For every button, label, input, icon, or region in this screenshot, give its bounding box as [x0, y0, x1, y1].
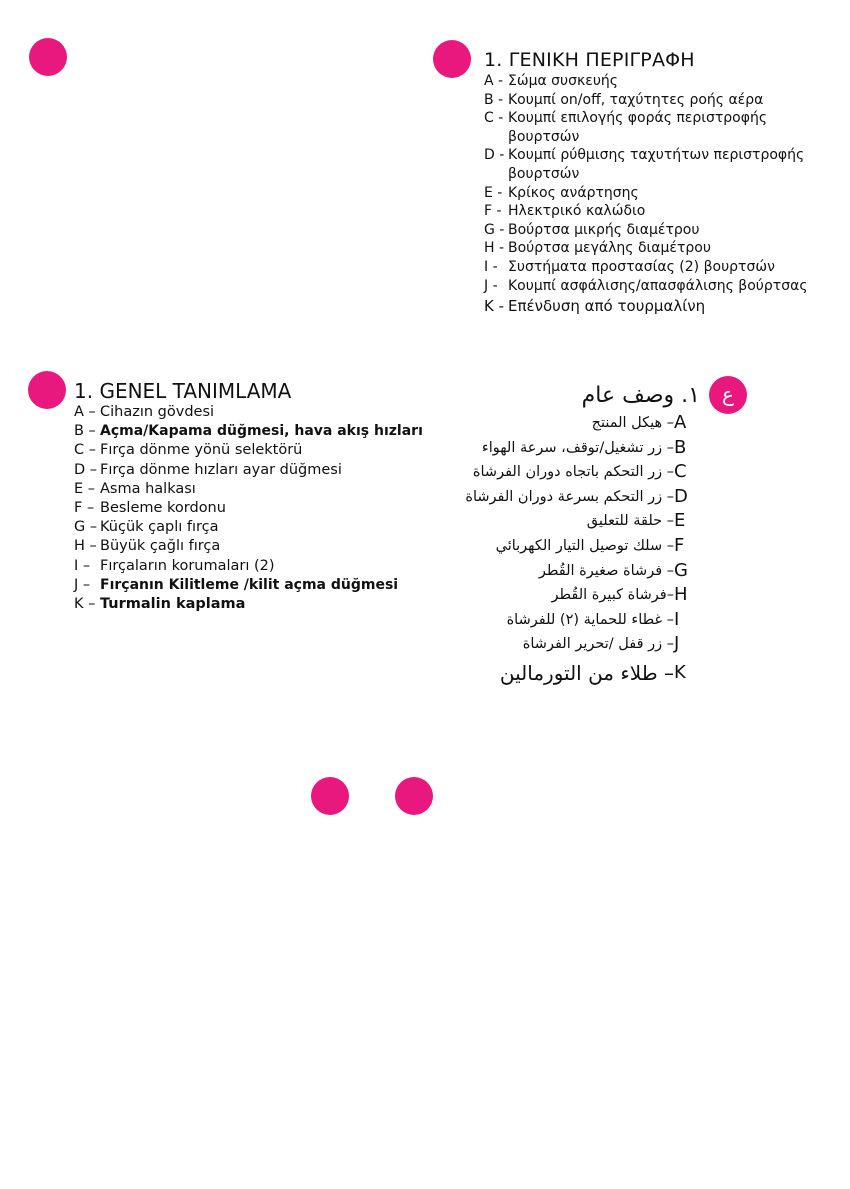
- item-key: F: [674, 534, 685, 556]
- item-label: Σώμα συσκευής: [508, 73, 619, 89]
- list-item: [74, 595, 423, 614]
- list-item: [74, 499, 423, 518]
- language-marker-bottom-right: [395, 777, 433, 815]
- item-label: Cihazın gövdesi: [100, 404, 215, 420]
- item-label: Κουμπί ασφάλισης/απασφάλισης βούρτσας: [508, 277, 808, 294]
- item-label: Ηλεκτρικό καλώδιο: [508, 203, 646, 220]
- item-key: F -: [484, 203, 502, 220]
- item-label: Βούρτσα μεγάλης διαμέτρου: [508, 240, 711, 257]
- list-item: [465, 657, 700, 689]
- item-key: K –: [74, 596, 96, 613]
- list-item: [484, 109, 808, 146]
- item-key: I: [674, 608, 680, 630]
- item-key: H: [674, 584, 688, 606]
- language-marker-turkish: [28, 371, 66, 409]
- item-label: Küçük çaplı fırça: [100, 519, 219, 536]
- list-item: [74, 537, 423, 556]
- item-label: Επένδυση από τουρμαλίνη: [508, 297, 706, 316]
- greek-parts-list: [484, 72, 808, 316]
- turkish-description-section: [74, 379, 423, 614]
- list-item: [484, 296, 808, 316]
- item-key: D –: [74, 461, 98, 478]
- item-label: – زر التحكم بسرعة دوران الفرشاة: [465, 488, 674, 505]
- item-key: A –: [74, 404, 96, 420]
- list-item: [484, 258, 808, 277]
- list-item: [465, 485, 700, 510]
- item-label: Fırça dönme yönü selektörü: [100, 442, 303, 459]
- item-key: C –: [74, 442, 96, 459]
- language-marker-arabic: ع: [709, 376, 747, 414]
- list-item: [74, 422, 423, 441]
- item-key: H -: [484, 240, 505, 257]
- list-item: [465, 559, 700, 584]
- list-item: [484, 146, 808, 183]
- greek-section-title: 1. ΓΕΝΙΚΗ ΠΕΡΙΓΡΑΦΗ: [484, 49, 695, 71]
- item-label: Fırçanın Kilitleme /kilit açma düğmesi: [100, 576, 399, 593]
- list-item: [484, 277, 808, 296]
- language-marker-bottom-left: [311, 777, 349, 815]
- item-label: Turmalin kaplama: [100, 596, 246, 613]
- item-key: I –: [74, 557, 91, 574]
- item-key: K -: [484, 297, 505, 316]
- language-marker-greek: [433, 40, 471, 78]
- item-key: B: [674, 436, 687, 458]
- item-label: Açma/Kapama düğmesi, hava akış hızları: [100, 423, 423, 440]
- item-key: C: [674, 461, 687, 483]
- item-label: Κρίκος ανάρτησης: [508, 184, 639, 201]
- item-key: J -: [484, 277, 498, 294]
- item-key: B -: [484, 91, 504, 108]
- item-label: – سلك توصيل التيار الكهربائي: [495, 537, 674, 554]
- language-marker-top-left: [29, 38, 67, 76]
- list-item: [465, 411, 700, 436]
- item-key: B –: [74, 423, 96, 440]
- item-label: – زر قفل /تحرير الفرشاة: [522, 636, 674, 653]
- list-item: [74, 441, 423, 460]
- list-item: [465, 632, 700, 657]
- item-key: F –: [74, 500, 95, 517]
- list-item: [465, 583, 700, 608]
- list-item: [74, 557, 423, 576]
- item-key: A -: [484, 73, 504, 89]
- list-item: [465, 608, 700, 633]
- item-label: Κουμπί ρύθμισης ταχυτήτων περιστροφής βουρτσών: [508, 147, 805, 182]
- item-label: Κουμπί on/off, ταχύτητες ροής αέρα: [508, 91, 764, 108]
- list-item: [465, 534, 700, 559]
- list-item: [74, 480, 423, 499]
- turkish-section-title: 1. GENEL TANIMLAMA: [74, 379, 292, 403]
- list-item: [484, 239, 808, 258]
- item-key: H –: [74, 538, 97, 555]
- turkish-parts-list: [74, 403, 423, 614]
- arabic-description-section: [465, 381, 700, 689]
- list-item: [484, 72, 808, 91]
- item-key: E: [674, 510, 686, 532]
- arabic-section-title: ١. وصف عام: [581, 383, 700, 408]
- item-key: I -: [484, 258, 498, 275]
- item-label: –فرشاة كبيرة القُطر: [551, 587, 674, 604]
- item-key: G -: [484, 221, 505, 238]
- list-item: [484, 184, 808, 203]
- list-item: [484, 91, 808, 110]
- item-label: – زر التحكم باتجاه دوران الفرشاة: [472, 464, 674, 481]
- item-key: E –: [74, 480, 96, 497]
- item-label: – هيكل المنتج: [591, 415, 674, 431]
- item-key: E -: [484, 184, 503, 201]
- item-label: Fırça dönme hızları ayar düğmesi: [100, 461, 342, 478]
- item-label: Asma halkası: [100, 480, 196, 497]
- item-label: – غطاء للحماية (٢) للفرشاة: [506, 611, 674, 628]
- list-item: [465, 436, 700, 461]
- item-label: Besleme kordonu: [100, 500, 226, 517]
- item-key: K: [674, 661, 686, 683]
- item-key: D: [674, 485, 688, 507]
- item-label: – طلاء من التورمالين: [499, 660, 674, 685]
- item-label: Fırçaların korumaları (2): [100, 557, 275, 574]
- item-key: G –: [74, 519, 98, 536]
- item-label: – زر تشغيل/توقف، سرعة الهواء: [481, 439, 674, 456]
- item-label: – حلقة للتعليق: [586, 513, 674, 530]
- item-label: Büyük çağlı fırça: [100, 538, 221, 555]
- item-key: D -: [484, 147, 505, 164]
- item-key: J: [674, 633, 680, 655]
- greek-description-section: [484, 49, 808, 316]
- list-item: [74, 403, 423, 422]
- list-item: [74, 461, 423, 480]
- item-label: Βούρτσα μικρής διαμέτρου: [508, 221, 700, 238]
- item-label: – فرشاة صغيرة القُطر: [538, 562, 674, 579]
- item-key: J –: [74, 576, 91, 593]
- list-item: [74, 576, 423, 595]
- item-label: Συστήματα προστασίας (2) βουρτσών: [508, 258, 775, 275]
- item-key: C -: [484, 110, 504, 127]
- list-item: [465, 460, 700, 485]
- list-item: [484, 202, 808, 221]
- item-key: G: [674, 559, 688, 581]
- item-key: A: [674, 412, 687, 433]
- item-label: Κουμπί επιλογής φοράς περιστροφής βουρτσών: [508, 110, 768, 145]
- list-item: [484, 221, 808, 240]
- arabic-parts-list: [465, 411, 700, 689]
- list-item: [74, 518, 423, 537]
- list-item: [465, 509, 700, 534]
